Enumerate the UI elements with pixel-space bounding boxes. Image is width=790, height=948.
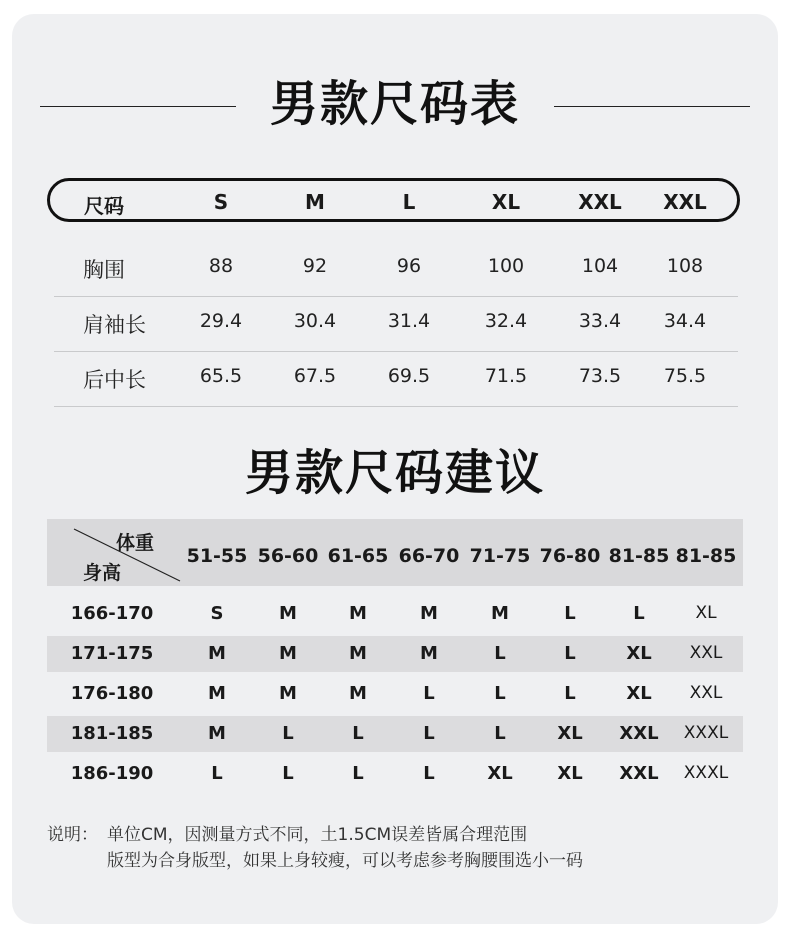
weight-header-cell: 81-85 — [608, 545, 670, 567]
recommended-size-cell: XL — [487, 763, 513, 784]
recommended-size-cell: L — [423, 723, 435, 744]
weight-header-cell: 66-70 — [398, 545, 460, 567]
recommended-size-cell: L — [494, 683, 506, 704]
recommended-size-cell: M — [491, 603, 509, 624]
weight-header-cell: 71-75 — [469, 545, 531, 567]
size-value-cell: 73.5 — [578, 365, 622, 387]
recommended-size-cell: L — [352, 723, 364, 744]
recommended-size-cell: L — [282, 723, 294, 744]
weight-header-cell: 56-60 — [257, 545, 319, 567]
recommended-size-cell: XXXL — [683, 763, 729, 783]
size-value-cell: 33.4 — [578, 310, 622, 332]
recommended-size-cell: L — [494, 723, 506, 744]
weight-header-cell: 51-55 — [186, 545, 248, 567]
size-value-cell: 30.4 — [293, 310, 337, 332]
note-line-1: 单位CM，因测量方式不同，土1.5CM误差皆属合理范围 — [107, 825, 528, 845]
size-value-cell: 88 — [208, 255, 234, 277]
size-value-cell: 75.5 — [663, 365, 707, 387]
recommended-size-cell: L — [564, 683, 576, 704]
recommended-size-cell: XXL — [689, 643, 723, 663]
size-value-cell: 100 — [487, 255, 525, 277]
size-header-cell: L — [402, 190, 416, 214]
height-row-label: 186-190 — [70, 763, 154, 784]
height-row-label: 176-180 — [70, 683, 154, 704]
size-row-label: 胸围 — [83, 258, 125, 282]
size-value-cell: 108 — [666, 255, 704, 277]
size-value-cell: 67.5 — [293, 365, 337, 387]
note-prefix: 说明： — [47, 825, 98, 845]
size-value-cell: 69.5 — [387, 365, 431, 387]
recommended-size-cell: XXL — [619, 763, 659, 784]
weight-header-cell: 76-80 — [539, 545, 601, 567]
recommended-size-cell: M — [279, 683, 297, 704]
row-divider — [54, 351, 738, 352]
size-row-label: 肩袖长 — [83, 313, 146, 337]
recommended-size-cell: M — [208, 643, 226, 664]
recommended-size-cell: M — [420, 603, 438, 624]
recommended-size-cell: XL — [557, 723, 583, 744]
recommended-size-cell: M — [349, 643, 367, 664]
recommended-size-cell: L — [633, 603, 645, 624]
weight-header-cell: 81-85 — [675, 545, 737, 567]
size-header-cell: M — [305, 190, 325, 214]
size-chart-title: 男款尺码表 — [269, 76, 520, 132]
size-header-cell: S — [213, 190, 229, 214]
recommended-size-cell: L — [423, 683, 435, 704]
recommended-size-cell: L — [564, 643, 576, 664]
size-value-cell: 104 — [581, 255, 619, 277]
recommended-size-cell: M — [349, 683, 367, 704]
size-value-cell: 32.4 — [484, 310, 528, 332]
row-divider — [54, 296, 738, 297]
recommended-size-cell: L — [211, 763, 223, 784]
recommended-size-cell: L — [423, 763, 435, 784]
size-value-cell: 34.4 — [663, 310, 707, 332]
recommended-size-cell: M — [349, 603, 367, 624]
corner-label-weight: 体重 — [115, 532, 155, 554]
recommended-size-cell: XXL — [689, 683, 723, 703]
recommended-size-cell: XXXL — [683, 723, 729, 743]
row-divider — [54, 406, 738, 407]
size-chart-header — [47, 178, 740, 222]
size-value-cell: 65.5 — [199, 365, 243, 387]
note-line-2: 版型为合身版型，如果上身较瘦，可以考虑参考胸腰围选小一码 — [107, 851, 583, 871]
recommended-size-cell: M — [420, 643, 438, 664]
recommended-size-cell: M — [279, 603, 297, 624]
recommended-size-cell: L — [494, 643, 506, 664]
height-row-label: 166-170 — [70, 603, 154, 624]
recommend-title: 男款尺码建议 — [244, 445, 545, 501]
size-header-cell: XXL — [578, 190, 622, 214]
recommended-size-cell: M — [208, 683, 226, 704]
size-header-cell: XXL — [663, 190, 707, 214]
recommended-size-cell: XL — [626, 643, 652, 664]
height-row-label: 181-185 — [70, 723, 154, 744]
size-value-cell: 31.4 — [387, 310, 431, 332]
size-header-cell: XL — [491, 190, 521, 214]
recommended-size-cell: XXL — [619, 723, 659, 744]
size-chart-header-label: 尺码 — [84, 194, 124, 218]
recommended-size-cell: L — [564, 603, 576, 624]
recommended-size-cell: M — [279, 643, 297, 664]
size-row-label: 后中长 — [83, 368, 146, 392]
height-row-label: 171-175 — [70, 643, 154, 664]
size-value-cell: 29.4 — [199, 310, 243, 332]
recommended-size-cell: S — [210, 603, 224, 624]
recommended-size-cell: XL — [695, 603, 717, 623]
recommended-size-cell: XL — [626, 683, 652, 704]
size-value-cell: 71.5 — [484, 365, 528, 387]
recommended-size-cell: M — [208, 723, 226, 744]
recommended-size-cell: XL — [557, 763, 583, 784]
recommended-size-cell: L — [282, 763, 294, 784]
recommended-size-cell: L — [352, 763, 364, 784]
weight-header-cell: 61-65 — [327, 545, 389, 567]
size-value-cell: 96 — [396, 255, 422, 277]
corner-label-height: 身高 — [82, 562, 122, 584]
size-value-cell: 92 — [302, 255, 328, 277]
